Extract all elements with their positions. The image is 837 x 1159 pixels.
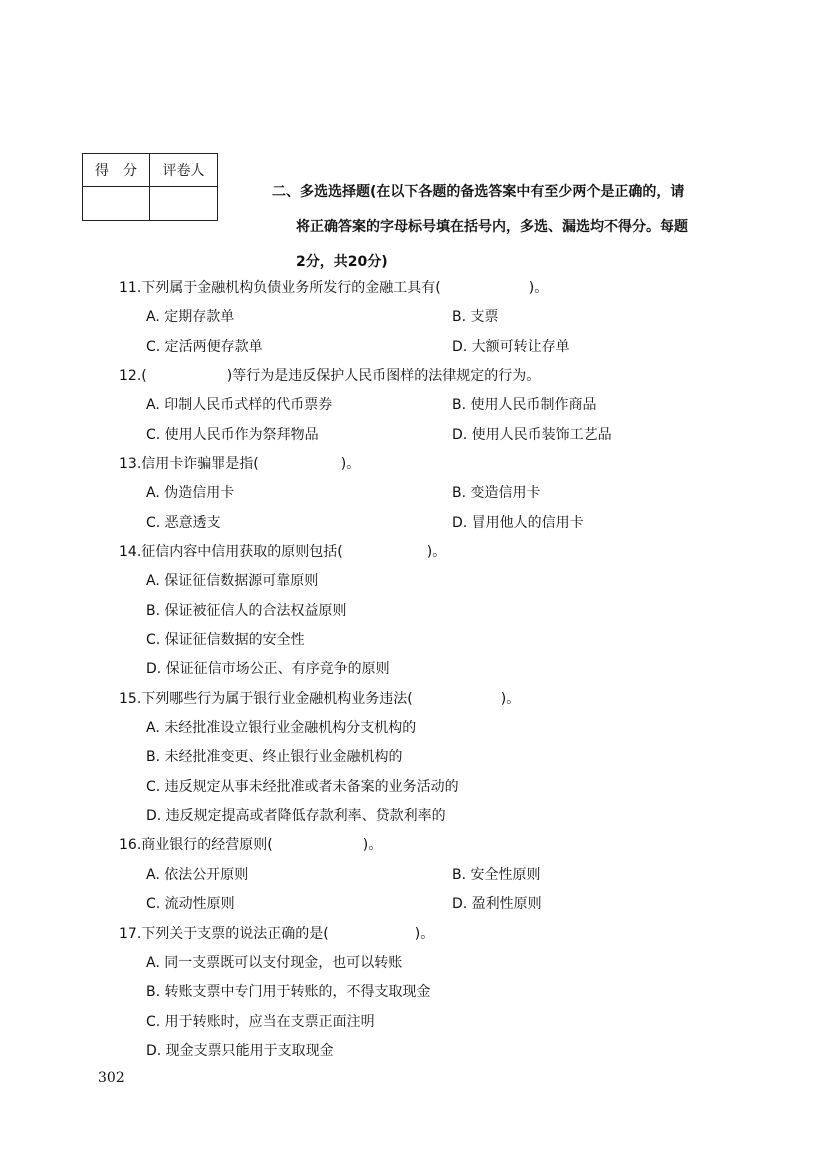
option-c[interactable]: C. 定活两便存款单 — [146, 339, 263, 355]
option-a[interactable]: A. 依法公开原则 — [146, 867, 249, 883]
option-b[interactable]: B. 未经批准变更、终止银行业金融机构的 — [146, 749, 403, 765]
section-line-1: 二、多选选择题(在以下各题的备选答案中有至少两个是正确的，请 — [272, 184, 685, 200]
question-stem-end: )等行为是违反保护人民币图样的法律规定的行为。 — [226, 368, 541, 384]
option-a[interactable]: A. 保证征信数据源可靠原则 — [146, 573, 319, 589]
option-d[interactable]: D. 大额可转让存单 — [452, 339, 570, 355]
question-stem-end: )。 — [414, 926, 435, 942]
question-stem: 12.( — [119, 368, 147, 384]
option-d[interactable]: D. 违反规定提高或者降低存款利率、贷款利率的 — [146, 808, 446, 824]
question-stem-end: )。 — [426, 544, 447, 560]
option-c[interactable]: C. 违反规定从事未经批准或者未备案的业务活动的 — [146, 779, 459, 795]
section-line-3: 2分，共20分) — [296, 254, 388, 270]
option-a[interactable]: A. 伪造信用卡 — [146, 485, 235, 501]
option-a[interactable]: A. 未经批准设立银行业金融机构分支机构的 — [146, 720, 417, 736]
option-b[interactable]: B. 转账支票中专门用于转账的，不得支取现金 — [146, 984, 431, 1000]
question-13 — [119, 454, 360, 474]
option-b[interactable]: B. 使用人民币制作商品 — [452, 397, 597, 413]
question-stem: 16.商业银行的经营原则( — [119, 837, 273, 853]
option-c[interactable]: C. 恶意透支 — [146, 515, 221, 531]
option-b[interactable]: B. 保证被征信人的合法权益原则 — [146, 603, 347, 619]
question-stem-end: )。 — [500, 691, 521, 707]
question-17 — [119, 924, 434, 944]
score-cell[interactable] — [83, 187, 150, 221]
option-a[interactable]: A. 同一支票既可以支付现金，也可以转账 — [146, 955, 403, 971]
question-16 — [119, 835, 382, 855]
page-number: 302 — [98, 1070, 125, 1086]
option-c[interactable]: C. 保证征信数据的安全性 — [146, 632, 305, 648]
question-stem: 15.下列哪些行为属于银行业金融机构业务违法( — [119, 691, 413, 707]
option-a[interactable]: A. 定期存款单 — [146, 309, 235, 325]
option-c[interactable]: C. 使用人民币作为祭拜物品 — [146, 427, 319, 443]
question-stem-end: )。 — [362, 837, 383, 853]
section-line-2: 将正确答案的字母标号填在括号内，多选、漏选均不得分。每题 — [296, 219, 688, 235]
question-stem: 17.下列关于支票的说法正确的是( — [119, 926, 329, 942]
question-12 — [119, 366, 540, 386]
question-stem-end: )。 — [528, 280, 549, 296]
option-d[interactable]: D. 盈利性原则 — [452, 896, 542, 912]
question-stem: 13.信用卡诈骗罪是指( — [119, 456, 259, 472]
option-d[interactable]: D. 冒用他人的信用卡 — [452, 515, 584, 531]
question-stem-end: )。 — [340, 456, 361, 472]
option-b[interactable]: B. 变造信用卡 — [452, 485, 541, 501]
score-table — [82, 153, 218, 221]
grader-label: 评卷人 — [150, 154, 218, 187]
question-14 — [119, 542, 446, 562]
question-11 — [119, 278, 548, 298]
question-stem: 11.下列属于金融机构负债业务所发行的金融工具有( — [119, 280, 441, 296]
option-b[interactable]: B. 支票 — [452, 309, 499, 325]
option-d[interactable]: D. 现金支票只能用于支取现金 — [146, 1043, 334, 1059]
grader-cell[interactable] — [150, 187, 218, 221]
question-stem: 14.征信内容中信用获取的原则包括( — [119, 544, 343, 560]
option-a[interactable]: A. 印制人民币式样的代币票券 — [146, 397, 333, 413]
option-b[interactable]: B. 安全性原则 — [452, 867, 541, 883]
option-d[interactable]: D. 保证征信市场公正、有序竞争的原则 — [146, 661, 390, 677]
option-c[interactable]: C. 流动性原则 — [146, 896, 235, 912]
section-heading — [272, 175, 772, 280]
question-15 — [119, 689, 520, 709]
score-label: 得 分 — [83, 154, 150, 187]
option-d[interactable]: D. 使用人民币装饰工艺品 — [452, 427, 612, 443]
option-c[interactable]: C. 用于转账时，应当在支票正面注明 — [146, 1014, 375, 1030]
